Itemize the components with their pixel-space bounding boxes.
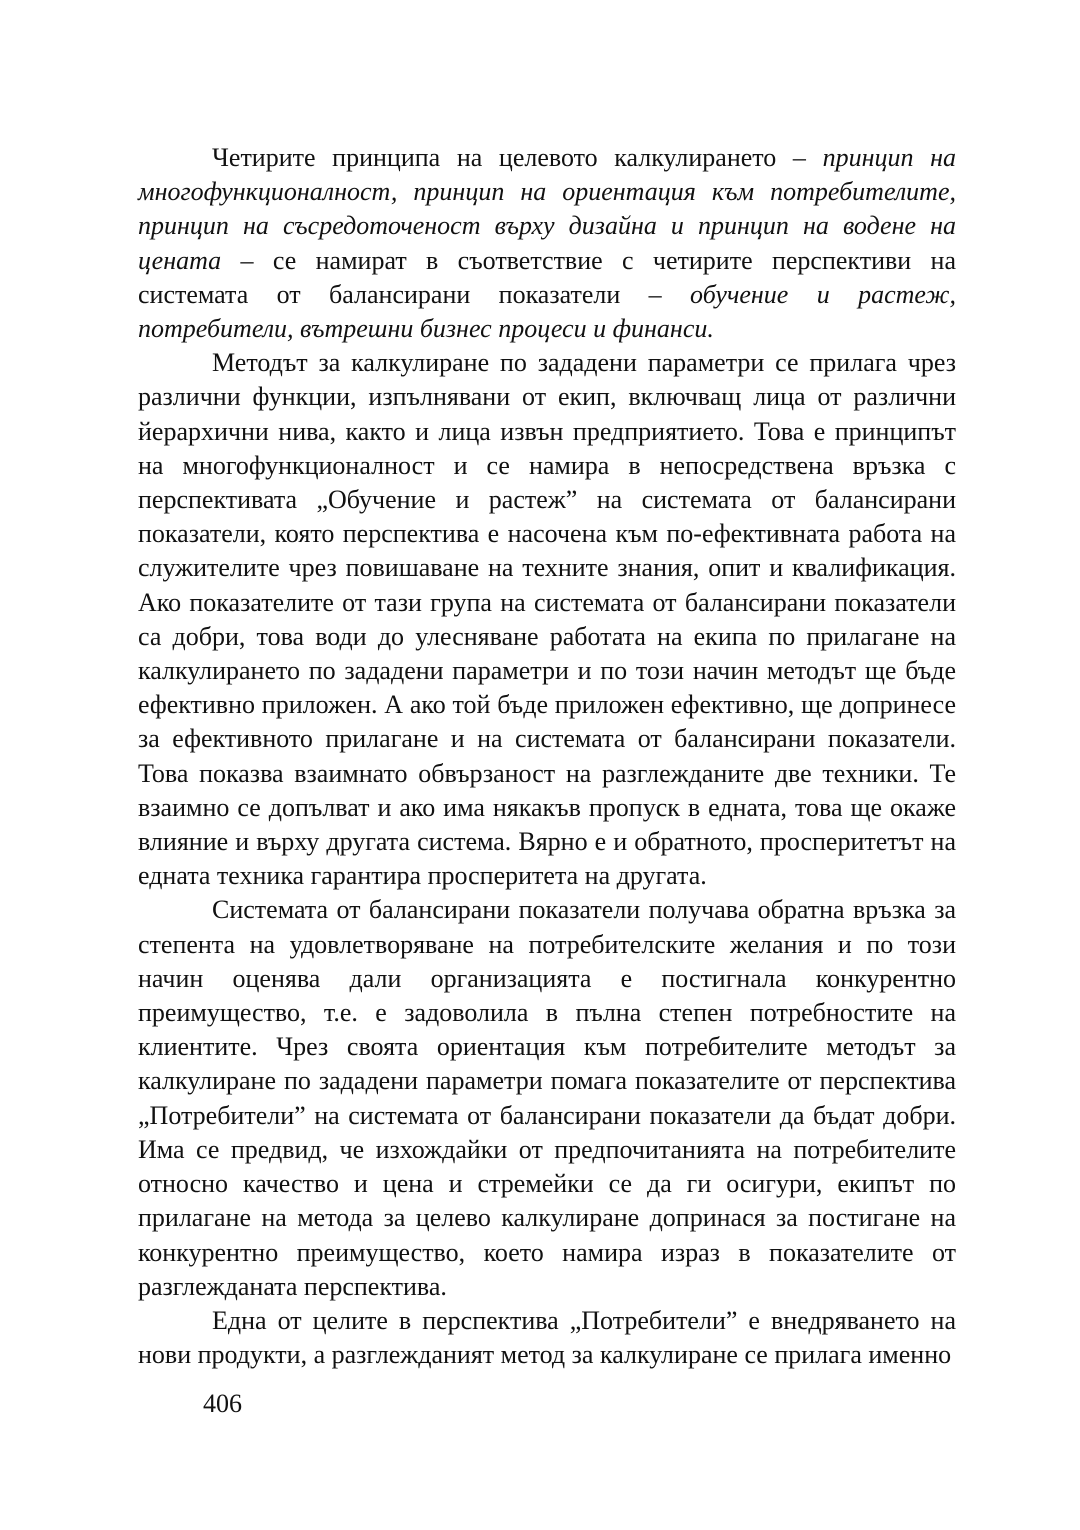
text-run: – се намират в съответствие с четирите перспективи на системата от балансирани показатели –	[138, 245, 956, 309]
paragraph-new-products	[138, 1304, 956, 1372]
text-run: Една от целите в перспектива „Потребители” е внедряването на нови продукти, а разглежданият метод за калкулиране се прилага именно	[138, 1305, 956, 1370]
italic-run: принцип на многофункционалност, принцип на ориентация към потребителите, принцип на съсредоточеност върху дизайна и принцип на водене на цената	[138, 143, 956, 275]
text-run: Системата от балансирани показатели получава обратна връзка за степента на удовлетворяване на потребителските желания и по този начин оценява дали организацията е постигнала конкурентно преимущество, т.е. е задоволила в пълна степен потребностите на клиентите. Чрез своята ориентация към потребителите методът за калкулиране по зададени параметри помага показателите от перспектива „Потребители” на системата от балансирани показатели да бъдат добри. Има се предвид, че изхождайки от предпочитанията на потребителите относно качество и цена и стремейки се да ги осигури, екипът по прилагане на метода за целево калкулиране допринася за постигане на конкурентно преимущество, което намира израз в показателите от разглежданата перспектива.	[138, 895, 956, 1301]
italic-run: обучение и растеж, потребители, вътрешни бизнес процеси и финанси.	[138, 279, 956, 344]
paragraph-principles	[138, 141, 956, 346]
text-run: Методът за калкулиране по зададени параметри се прилага чрез различни функции, изпълнявани от екип, включващ лица от различни йерархични нива, както и лица извън предприятието. Това е принципът на многофункционалност и се намира в непосредствена връзка с перспективата „Обучение и растеж” на системата от балансирани показатели, която перспектива е насочена към по-ефективната работа на служителите чрез повишаване на техните знания, опит и квалификация. Ако показателите от тази група на системата от балансирани показатели са добри, това води до улесняване работата на екипа по прилагане на калкулирането по зададени параметри и по този начин методът ще бъде ефективно приложен. А ако той бъде приложен ефективно, ще допринесе за ефективното прилагане и на системата от балансирани показатели. Това показва взаимнато обвързаност на разглежданите две техники. Те взаимно се допълват и ако има някакъв пропуск в едната, това ще окаже влияние и върху другата система. Вярно е и обратното, просперитетът на едната техника гарантира просперитета на другата.	[138, 348, 956, 891]
text-run: Четирите принципа на целевото калкулирането –	[212, 143, 823, 172]
paragraph-feedback	[138, 893, 956, 1303]
page-body	[138, 141, 956, 1372]
page-number: 406	[203, 1389, 242, 1418]
paragraph-method	[138, 346, 956, 893]
